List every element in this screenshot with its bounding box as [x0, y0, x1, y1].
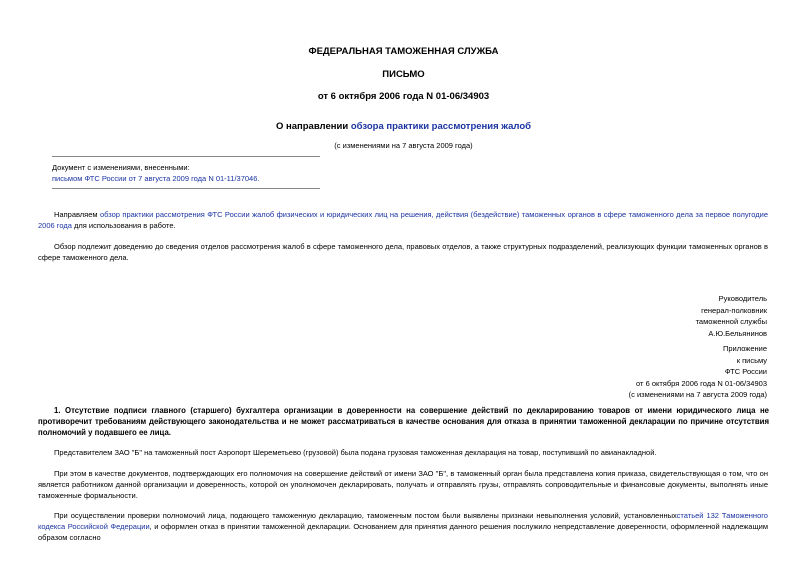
p3-text: Представителем ЗАО "Б" на таможенный пост Аэропорт Шереметьево (грузовой) была подана грузовая таможенная декларация на товар, поступивший по авианакладной. [54, 448, 657, 457]
appendix-line-4: от 6 октября 2006 года N 01-06/34903 [636, 378, 767, 388]
p2-text: Обзор подлежит доведению до сведения отделов рассмотрения жалоб в сфере таможенного дела, правовых отделов, а также структурных подразделений, реализующих функции таможенных органов в сфере таможенного дела. [38, 242, 768, 262]
paragraph-2 [38, 241, 768, 263]
signature-line-2: генерал-полковник [701, 305, 767, 315]
p1-post: для использования в работе. [71, 221, 176, 230]
section-1-heading-text: 1. Отсутствие подписи главного (старшего) бухгалтера организации в доверенности на совершение действий по декларированию товаров от имени юридического лица не противоречит требованиям действующего законодательства и не может рассматриваться в качестве основания для отказа в принятии таможенной декларации по причине отсутствия полномочий у подавшего ее лица. [38, 406, 769, 437]
document-type: ПИСЬМО [382, 69, 425, 80]
signature-line-4: А.Ю.Бельянинов [708, 328, 767, 338]
appendix-line-2: к письму [736, 355, 767, 365]
p5-pre: При осуществлении проверки полномочий лица, подающего таможенную декларацию, таможенным постом были выявлены признаки невыполнения условий, установленных [54, 511, 677, 520]
document-title [0, 121, 807, 132]
edition-note: (с изменениями на 7 августа 2009 года) [334, 141, 473, 150]
signature-block [467, 293, 767, 339]
section-1-heading [38, 405, 769, 438]
appendix-line-1: Приложение [723, 344, 767, 353]
paragraph-4 [38, 468, 768, 501]
paragraph-5 [38, 510, 768, 543]
p4-text: При этом в качестве документов, подтверждающих его полномочия на совершение действий от имени ЗАО "Б", в таможенный орган была представлена копия приказа, свидетельствующая о том, что он является работником данной организации и доверенность, которой он уполномочен декларировать, получать и отправлять грузы, отправлять сопроводительные и финансовые документы, выполнять иные таможенные формальности. [38, 469, 768, 500]
customs-code-link[interactable]: статьей 132 Таможенного кодекса Российской Федерации [38, 511, 768, 531]
document-date-number: от 6 октября 2006 года N 01-06/34903 [317, 91, 490, 102]
organization-heading: ФЕДЕРАЛЬНАЯ ТАМОЖЕННАЯ СЛУЖБА [308, 46, 499, 57]
signature-line-3: таможенной службы [695, 317, 767, 326]
signature-line-1: Руководитель [718, 294, 767, 303]
appendix-block [467, 343, 767, 401]
p1-pre: Направляем [54, 210, 100, 219]
title-link[interactable]: обзора практики рассмотрения жалоб [350, 121, 532, 132]
appendix-line-5: (с изменениями на 7 августа 2009 года) [628, 390, 767, 399]
review-link[interactable]: обзор практики рассмотрения ФТС России жалоб физических и юридических лиц на решения, действия (бездействие) таможенных органов в сфере таможенного дела за первое полугодие 2006 года [38, 210, 768, 230]
paragraph-1 [38, 209, 768, 231]
changes-link[interactable]: письмом ФТС России от 7 августа 2009 года N 01-11/37046. [52, 174, 260, 183]
appendix-line-3: ФТС России [724, 367, 767, 376]
title-prefix: О направлении [275, 121, 351, 132]
paragraph-3 [38, 447, 768, 458]
changes-box [52, 156, 320, 189]
changes-label: Документ с изменениями, внесенными: [52, 163, 190, 172]
p5-post: , и оформлен отказ в принятии таможенной декларации. Основанием для принятия данного решения послужило непредставление доверенности, оформленной надлежащим образом согласно [38, 522, 768, 542]
